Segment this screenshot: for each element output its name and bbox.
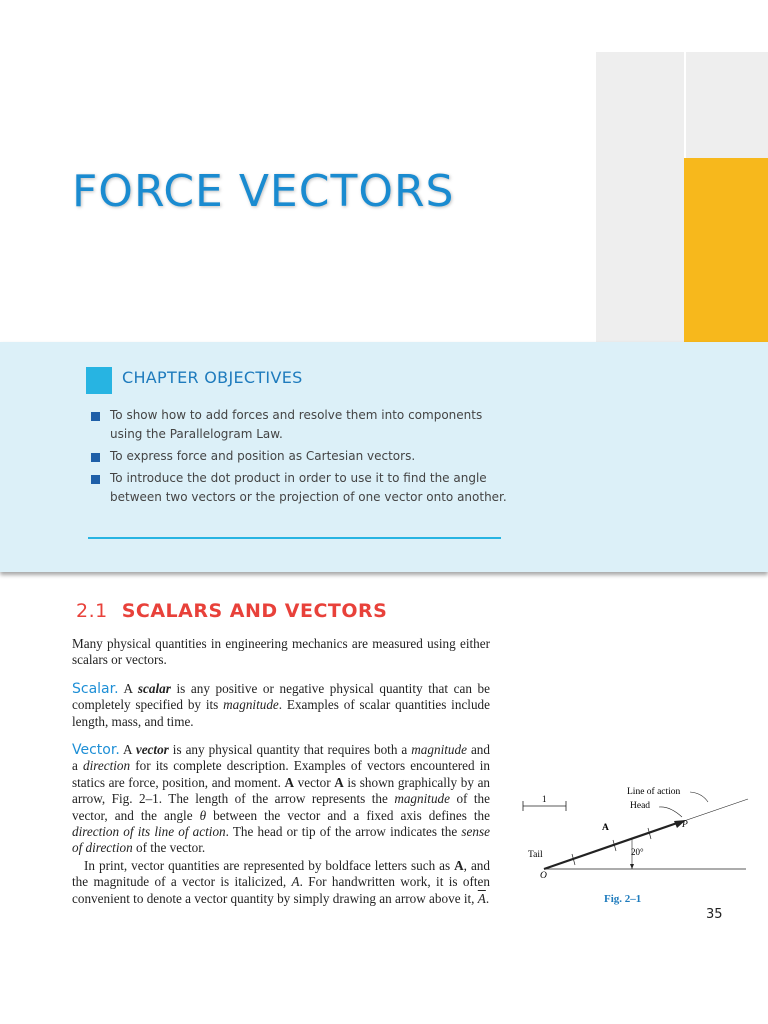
objective-item: [91, 447, 511, 466]
scalar-term: Scalar.: [72, 681, 119, 697]
vector-bold: A: [334, 774, 344, 790]
objectives-heading: CHAPTER OBJECTIVES: [122, 368, 303, 387]
line-of-action-leader: [690, 792, 708, 802]
vector-emphasis: θ: [199, 807, 207, 823]
print-text: , and the magnitude of a vector is italicized,: [72, 858, 490, 890]
vector-text: of the vector.: [132, 840, 206, 856]
print-paragraph: [72, 858, 490, 907]
vector-text: for its complete description. Examples of vectors encountered in statics are force, position, and moment.: [72, 758, 491, 790]
square-bullet-icon: [91, 453, 100, 462]
point-p-label: P: [682, 820, 688, 830]
print-text: .: [485, 890, 490, 906]
vector-emphasis: vector: [135, 742, 169, 757]
print-text: In print, vector quantities are represented by boldface letters such as: [84, 858, 455, 873]
objective-text: To express force and position as Cartesian vectors.: [110, 449, 416, 463]
head-label: Head: [630, 801, 651, 811]
objective-text: To introduce the dot product in order to use it to find the angle between two vectors or the projection of one vector onto another.: [110, 471, 507, 504]
print-bold: A: [454, 858, 464, 873]
scalar-text: A: [118, 681, 138, 696]
scalar-text: is any positive or negative physical quantity that can be completely specified by its: [72, 681, 490, 713]
angle-label: 20°: [631, 847, 644, 857]
section-heading: [76, 600, 387, 622]
vector-emphasis: magnitude: [394, 791, 450, 807]
vector-text: A: [119, 742, 136, 757]
vector-bold: A: [284, 774, 295, 790]
vector-emphasis: direction of its line of action: [72, 824, 226, 840]
section-number: 2.1: [76, 600, 108, 622]
chapter-objectives-panel: [0, 342, 768, 572]
vector-text: of the vector, and the angle: [72, 791, 490, 823]
square-bullet-icon: [91, 475, 100, 484]
tail-label: Tail: [528, 850, 543, 860]
scale-label: 1: [542, 794, 547, 804]
vector-figure: [520, 780, 760, 880]
print-text: . For handwritten work, it is often convenient to denote a vector quantity by simply drawing an arrow above it,: [72, 874, 490, 906]
objectives-divider: [88, 537, 501, 539]
vector-text: and a: [72, 742, 490, 774]
vector-text: is any physical quantity that requires both a: [168, 742, 412, 757]
intro-paragraph: Many physical quantities in engineering mechanics are measured using either scalars or vectors.: [72, 636, 490, 668]
vector-paragraph: [72, 742, 490, 857]
vector-a-arrow: [544, 822, 680, 869]
header-gray-block-right: [686, 52, 768, 158]
objectives-heading-marker: [86, 367, 112, 394]
objective-item: [91, 469, 511, 507]
scalar-text: . Examples of scalar quantities include length, mass, and time.: [72, 697, 491, 729]
objective-item: [91, 406, 511, 444]
angle-arrow-icon: [630, 864, 634, 869]
vector-emphasis: magnitude: [411, 742, 467, 757]
figure-caption: Fig. 2–1: [604, 893, 642, 905]
vector-text: is shown graphically by an arrow, Fig. 2–1. The length of the arrow represents the: [72, 774, 491, 807]
print-emphasis: A: [291, 874, 300, 890]
line-of-action-label: Line of action: [627, 787, 681, 797]
origin-label: O: [540, 871, 547, 880]
head-leader: [659, 807, 682, 817]
vector-term: Vector.: [72, 742, 120, 758]
square-bullet-icon: [91, 412, 100, 421]
section-title: SCALARS AND VECTORS: [121, 600, 388, 622]
chapter-title: FORCE VECTORS: [72, 166, 455, 217]
header-orange-block: [684, 158, 768, 342]
vector-emphasis: direction: [82, 758, 131, 774]
scalar-emphasis: magnitude: [223, 697, 279, 713]
vector-emphasis: sense of direction: [72, 824, 490, 856]
vector-text: . The head or tip of the arrow indicates the: [225, 824, 462, 840]
page-number: 35: [706, 907, 723, 922]
print-arrow-notation: $\overline{A}$: [477, 890, 486, 906]
vector-text: vector: [294, 774, 335, 790]
header-gray-block-left: [596, 52, 684, 342]
scalar-paragraph: [72, 681, 490, 730]
objective-text: To show how to add forces and resolve them into components using the Parallelogram Law.: [110, 408, 483, 441]
vector-a-label: A: [602, 823, 609, 833]
scalar-emphasis: scalar: [137, 681, 171, 696]
objectives-list: [91, 406, 511, 510]
vector-text: between the vector and a fixed axis defines the: [206, 807, 490, 823]
